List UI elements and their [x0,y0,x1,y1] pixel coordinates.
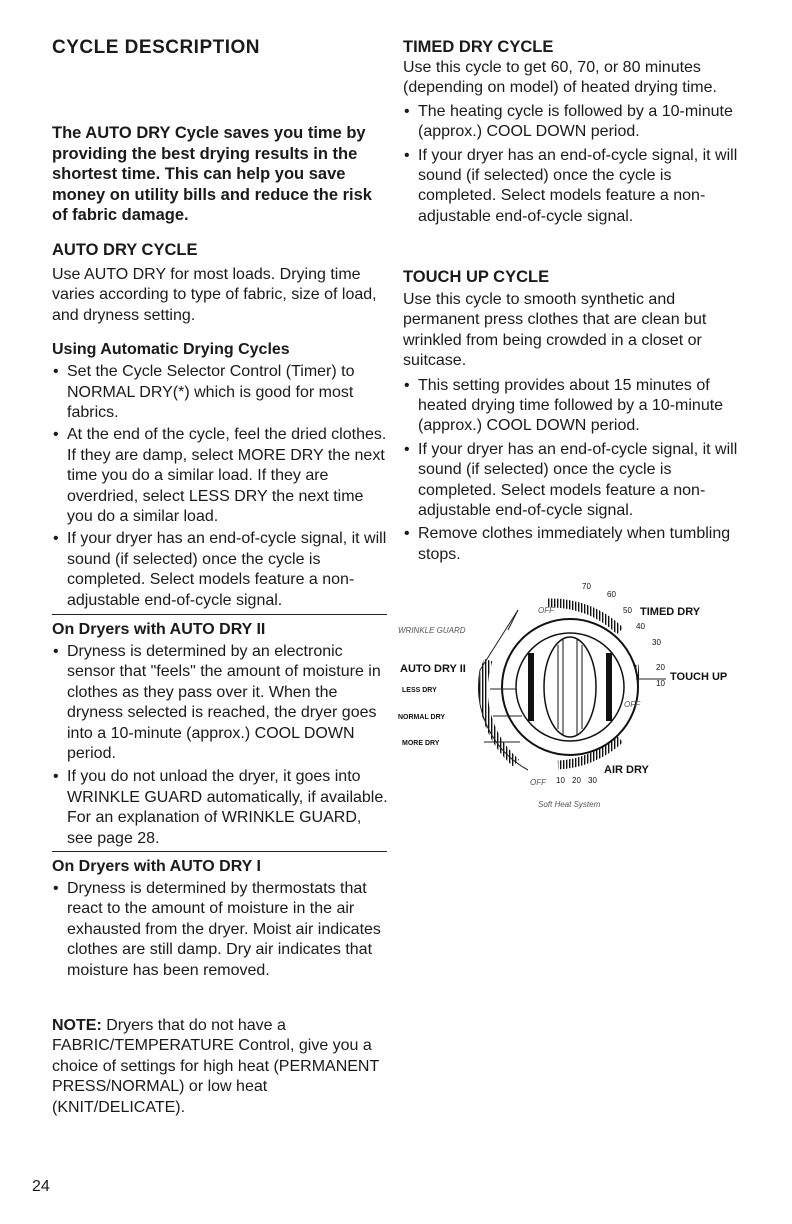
dial-label-30-right: 30 [652,638,661,647]
note-label: NOTE: [52,1017,102,1034]
dial-label-70: 70 [582,582,591,591]
dial-label-30-bottom: 30 [588,776,597,785]
auto-dry-bullets [52,362,388,611]
section-divider [52,851,387,852]
note-text: Dryers that do not have a FABRIC/TEMPERATURE Control, give you a choice of settings for high heat (PERMANENT PRESS/NORMAL) or low heat (KNIT/DELICATE). [52,1017,379,1116]
dial-label-40: 40 [636,622,645,631]
dial-label-wrinkle-guard: WRINKLE GUARD [398,626,466,635]
dial-caption: Soft Heat System [538,800,601,809]
dial-label-more-dry: MORE DRY [402,740,440,747]
auto-dry-i-bullets [52,879,388,981]
list-item: • Dryness is determined by thermostats that react to the amount of moisture in the air exhausted from the dryer. Moist air indicates clothes are still damp. Dry air indicates that moisture has been removed. [52,879,388,981]
section-divider [52,614,387,615]
touch-up-bullets [403,376,748,566]
dial-label-10-bottom: 10 [556,776,565,785]
dial-label-auto-dry-ii: AUTO DRY II [400,663,466,675]
touch-up-heading: TOUCH UP CYCLE [403,268,550,286]
dial-label-touch-up: TOUCH UP [670,671,728,683]
dial-label-off-top: OFF [538,606,554,615]
dial-label-less-dry: LESS DRY [402,687,437,694]
auto-dry-section [52,240,388,611]
list-item: • At the end of the cycle, feel the dried clothes. If they are damp, select MORE DRY the next time you do a similar load. If they are overdried, select LESS DRY the next time you do a similar load. [52,425,388,527]
auto-dry-ii-section [52,620,388,849]
list-item: • If you do not unload the dryer, it goes into WRINKLE GUARD automatically, if available. For an explanation of WRINKLE GUARD, see page 28. [52,767,388,849]
list-item: • The heating cycle is followed by a 10-minute (approx.) COOL DOWN period. [403,102,748,143]
dial-label-normal-dry: NORMAL DRY [398,714,446,721]
auto-dry-ii-bullets [52,642,388,849]
list-item: • This setting provides about 15 minutes of heated drying time followed by a 10-minute (approx.) COOL DOWN period. [403,376,748,437]
dial-label-20-bottom: 20 [572,776,581,785]
timed-dry-text: Use this cycle to get 60, 70, or 80 minutes (depending on model) of heated drying time. [403,59,717,97]
auto-dry-heading: AUTO DRY CYCLE [52,241,198,259]
dial-label-60: 60 [607,590,616,599]
dial-grip [544,637,596,737]
auto-dry-text: Use AUTO DRY for most loads. Drying time varies according to type of fabric, size of load, and dryness setting. [52,266,377,324]
dial-label-off-bottom: OFF [530,778,546,787]
timed-dry-section [403,37,748,227]
note-paragraph [52,1016,388,1118]
list-item: • Dryness is determined by an electronic sensor that "feels" the amount of moisture in clothes as they pass over it. When the dryness selected is reached, the dryer goes into a 10-minute (approx.) COOL DOWN period. [52,642,388,764]
dial-label-off-right: OFF [624,700,640,709]
list-item: • If your dryer has an end-of-cycle signal, it will sound (if selected) once the cycle is completed. Select models feature a non-adjustable end-of-cycle signal. [403,146,748,228]
page-title: CYCLE DESCRIPTION [52,37,261,58]
note-section [52,1016,388,1118]
list-item: • Set the Cycle Selector Control (Timer) to NORMAL DRY(*) which is good for most fabrics. [52,362,388,423]
auto-dry-i-section [52,857,388,981]
list-item: • If your dryer has an end-of-cycle signal, it will sound (if selected) once the cycle is completed. Select models feature a non-adjustable end-of-cycle signal. [52,529,388,611]
cycle-selector-dial-illustration [398,575,748,815]
list-item: • Remove clothes immediately when tumbling stops. [403,524,748,565]
dial-label-20-right: 20 [656,663,665,672]
timed-dry-heading: TIMED DRY CYCLE [403,38,554,56]
dial-label-10-right: 10 [656,679,665,688]
page-number: 24 [32,1178,50,1195]
dial-label-timed-dry: TIMED DRY [640,606,701,618]
touch-up-section [403,267,748,565]
dial-label-air-dry: AIR DRY [604,764,649,776]
using-auto-dry-heading: Using Automatic Drying Cycles [52,341,290,359]
touch-up-text: Use this cycle to smooth synthetic and permanent press clothes that are clean but wrinkled from being crowded in a closet or suitcase. [403,291,707,370]
auto-dry-ii-heading: On Dryers with AUTO DRY II [52,621,266,638]
dial-label-50: 50 [623,606,632,615]
auto-dry-i-heading: On Dryers with AUTO DRY I [52,858,261,875]
timed-dry-bullets [403,102,748,227]
intro-paragraph: The AUTO DRY Cycle saves you time by providing the best drying results in the shortest time. This can help you save money on utility bills and reduce the risk of fabric damage. [52,124,372,225]
list-item: • If your dryer has an end-of-cycle signal, it will sound (if selected) once the cycle is completed. Select models feature a non-adjustable end-of-cycle signal. [403,440,748,522]
